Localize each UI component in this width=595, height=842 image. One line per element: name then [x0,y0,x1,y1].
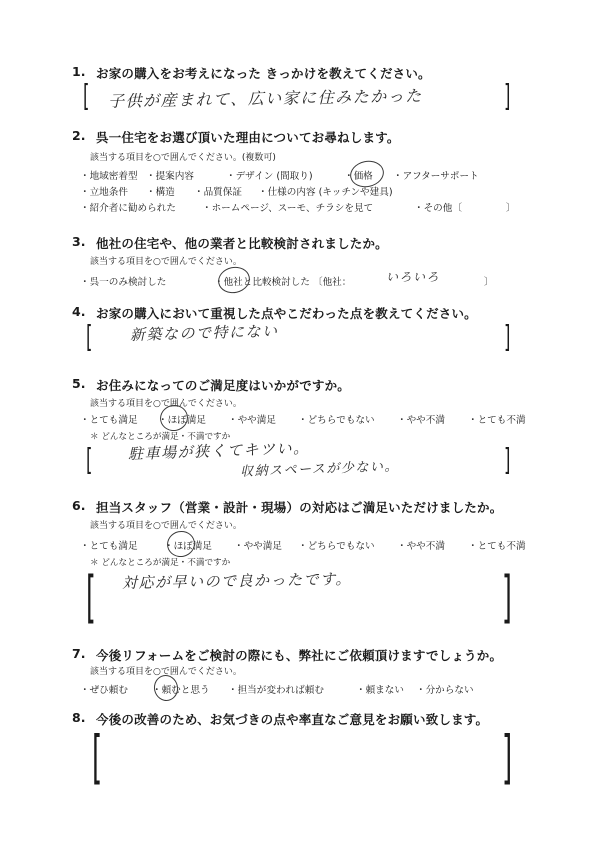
q5-option-very-dissatisfied: ・とても不満 [468,415,526,426]
q3-option-only: ・呉一のみ検討した [80,277,167,288]
q6-note: ＊ どんなところが満足・不満ですか [90,558,231,568]
q7-option-probably: ・頼むと思う [152,685,210,696]
q1-bracket-close: ] [504,79,511,114]
q6-option-somewhat-satisfied: ・やや満足 [234,541,282,552]
q2-option-design: ・デザイン (間取り) [226,171,313,182]
q5-bracket-close: ] [504,443,511,478]
q7-number: 7. [72,646,86,661]
q8-number: 8. [72,710,86,725]
q1-number: 1. [72,64,86,79]
q6-option-neutral: ・どちらでもない [298,541,375,552]
q5-handwritten-line1: 駐車場が狭くてキツい。 [127,438,310,464]
q4-handwritten-answer: 新築なので特にない [129,322,279,344]
q3-compared-circle-mark [216,264,253,296]
q2-option-spec: ・仕様の内容 (キッチンや建具) [258,187,393,198]
q7-option-definitely: ・ぜひ頼む [80,685,128,696]
q3-close-bracket: 〕 [484,277,494,288]
q2-option-aftersupport: ・アフターサポート [393,171,479,182]
q2-option-referral: ・紹介者に勧められた [80,203,176,214]
q7-option-will-not: ・頼まない [356,685,404,696]
q3-option-compared: ・他社と比較検討した 〔他社： [214,277,352,288]
q2-option-website: ・ホームページ、スーモ、チラシを見て [202,203,374,214]
q2-option-location: ・立地条件 [80,187,128,198]
q5-instruction: 該当する項目を○で囲んでください。 [90,399,242,409]
q5-handwritten-line2: 収納スペースが少ない。 [239,459,400,480]
q6-number: 6. [72,498,86,513]
q1-handwritten-answer: 子供が産まれて、広い家に住みたかった [107,86,423,111]
q5-option-very-satisfied: ・とても満足 [80,415,138,426]
q6-mostly-satisfied-circle-mark [165,528,198,559]
q5-option-mostly-satisfied: ・ほぼ満足 [158,415,206,426]
q5-option-somewhat-satisfied: ・やや満足 [228,415,276,426]
q4-question: お家の購入において重視した点やこだわった点を教えてください。 [96,306,477,321]
q3-question: 他社の住宅や、他の業者と比較検討されましたか。 [96,236,388,251]
q2-number: 2. [72,128,86,143]
q4-bracket-close: ] [504,320,511,355]
q5-note: ＊ どんなところが満足・不満ですか [90,432,231,442]
q7-option-if-staff-changes: ・担当が変われば頼む [228,685,324,696]
q2-option-structure: ・構造 [146,187,175,198]
q7-question: 今後リフォームをご検討の際にも、弊社にご依頼頂けますでしょうか。 [96,648,503,663]
q8-question: 今後の改善のため、お気づきの点や率直なご意見をお願い致します。 [96,712,489,727]
q5-bracket-open: [ [86,443,93,478]
q2-question: 呉一住宅をお選び頂いた理由についてお尋ねします。 [96,130,400,145]
q6-option-very-satisfied: ・とても満足 [80,541,138,552]
q1-question: お家の購入をお考えになった きっかけを教えてください。 [96,66,431,81]
q2-option-proposal: ・提案内容 [146,171,194,182]
q7-probably-circle-mark [152,673,181,703]
q5-option-neutral: ・どちらでもない [298,415,375,426]
q7-instruction: 該当する項目を○で囲んでください。 [90,667,242,677]
q2-option-other-close: 〕 [506,203,516,214]
q4-bracket-open: [ [86,320,93,355]
q6-option-somewhat-dissatisfied: ・やや不満 [397,541,445,552]
q3-handwritten-competitors: いろいろ [386,270,441,284]
q2-option-other: ・その他〔 [414,203,462,214]
q2-instruction: 該当する項目を○で囲んでください。(複数可) [90,153,276,163]
q6-option-mostly-satisfied: ・ほぼ満足 [164,541,212,552]
q5-question: お住みになってのご満足度はいかがですか。 [96,378,351,393]
q6-instruction: 該当する項目を○で囲んでください。 [90,521,242,531]
q4-number: 4. [72,304,86,319]
q1-bracket-open: [ [83,79,90,114]
q2-option-quality: ・品質保証 [194,187,242,198]
q8-bracket-open: [ [92,723,103,791]
q2-option-local: ・地域密着型 [80,171,138,182]
q6-option-very-dissatisfied: ・とても不満 [468,541,526,552]
q8-bracket-close: ] [502,723,513,791]
q6-bracket-open: [ [86,565,96,630]
q3-number: 3. [72,234,86,249]
q5-option-somewhat-dissatisfied: ・やや不満 [397,415,445,426]
q3-instruction: 該当する項目を○で囲んでください。 [90,257,242,267]
q6-bracket-close: ] [502,565,512,630]
q6-handwritten-answer: 対応が早いので良かったです。 [121,569,352,593]
q6-question: 担当スタッフ（営業・設計・現場）の対応はご満足いただけましたか。 [96,500,503,515]
q7-option-unsure: ・分からない [416,685,474,696]
q5-number: 5. [72,376,86,391]
q2-option-price: ・価格 [344,171,373,182]
